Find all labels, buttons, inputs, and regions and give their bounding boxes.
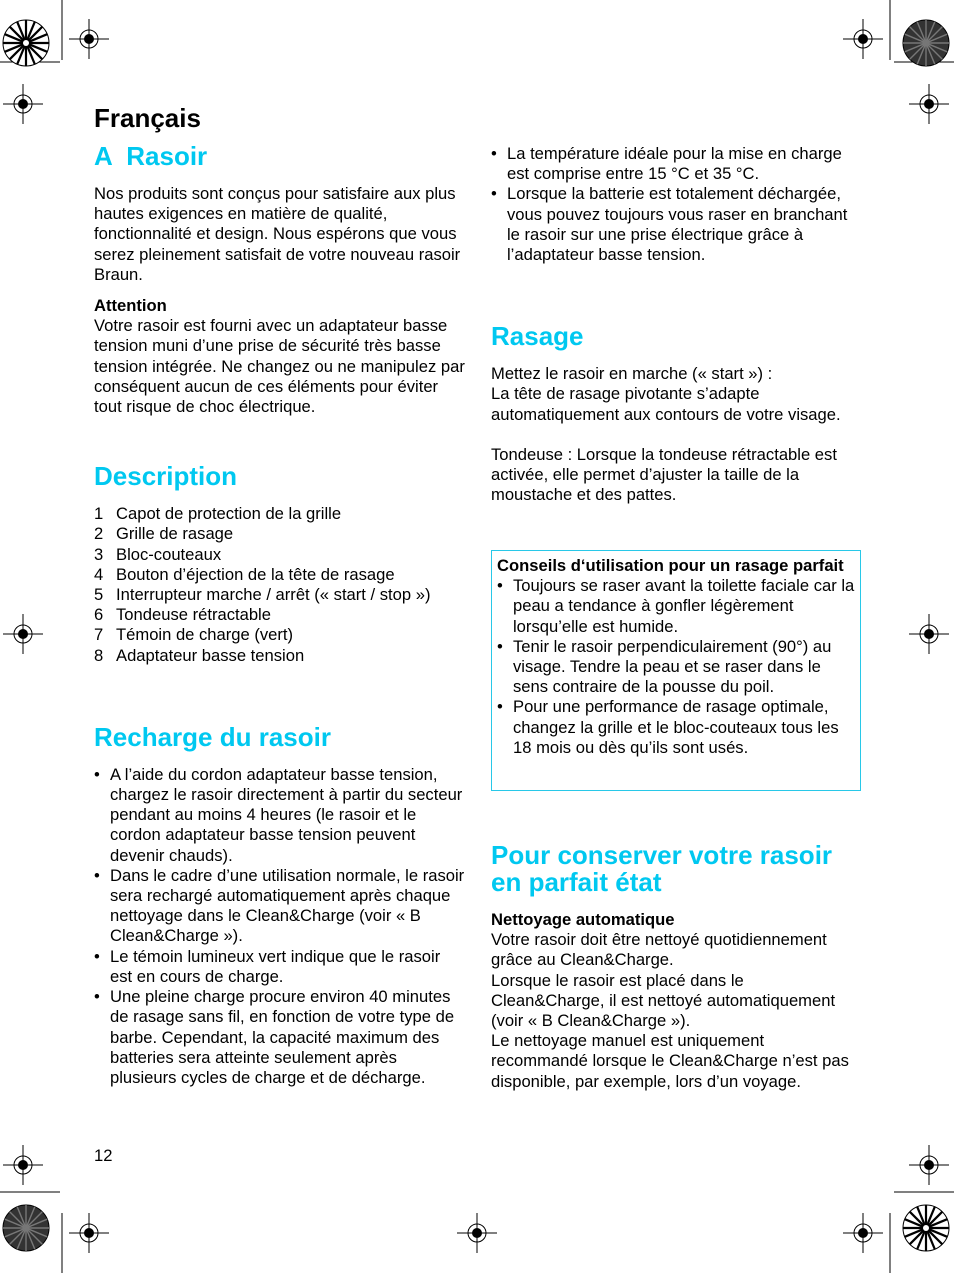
list-item: 5 Interrupteur marche / arrêt (« start / stop ») <box>94 585 431 605</box>
list-item: 8 Adaptateur basse tension <box>94 645 305 665</box>
list-item: • Lorsque la batterie est totalement déchargée, vous pouvez toujours vous raser en branchant le rasoir sur une prise électrique grâce à l’adaptateur basse tension. <box>491 184 857 265</box>
list-item: • A l’aide du cordon adaptateur basse tension, chargez le rasoir directement à partir du secteur pendant au moins 4 heures (le rasoir et le cordon adaptateur basse tension peuvent devenir chauds). <box>94 765 466 866</box>
list-item: 4 Bouton d’éjection de la tête de rasage <box>94 564 395 584</box>
list-item: 1 Capot de protection de la grille <box>94 504 342 524</box>
section-a-heading: A Rasoir <box>94 141 208 171</box>
care-line-2: Lorsque le rasoir est placé dans le Clean&Charge, il est nettoyé automatiquement (voir « B Clean&Charge »). <box>491 970 836 1031</box>
list-item: 3 Bloc-couteaux <box>94 544 222 564</box>
charging-notes-list <box>491 144 857 265</box>
list-item: • Tenir le rasoir perpendiculairement (90°) au visage. Tendre la peau et se raser dans le sens contraire de la pousse du poil. <box>497 637 855 698</box>
list-item: • Une pleine charge procure environ 40 minutes de rasage sans fil, en fonction de votre type de barbe. Cependant, la capacité maximum des batteries sera atteinte seulement après plusieurs cycles de charge et de décharge. <box>94 987 466 1088</box>
care-section <box>491 842 857 1092</box>
list-item: • Le témoin lumineux vert indique que le rasoir est en cours de charge. <box>94 947 466 987</box>
attention-paragraph: Votre rasoir est fourni avec un adaptateur basse tension muni d’une prise de sécurité très basse tension intégrée. Ne changez ou ne manipulez par conséquent aucun de ces éléments pour éviter tout risque de choc électrique. <box>94 316 465 417</box>
care-heading: Pour conserver votre rasoir en parfait état <box>491 840 833 897</box>
crosshair-icon <box>843 19 883 59</box>
page-number: 12 <box>94 1146 113 1165</box>
starburst-icon <box>901 1203 951 1253</box>
rasage-line-2: La tête de rasage pivotante s’adapte automatiquement aux contours de votre visage. <box>491 384 841 424</box>
language-title: Français <box>94 103 201 133</box>
recharge-list <box>94 765 466 1088</box>
attention-title: Attention <box>94 296 167 316</box>
description-heading: Description <box>94 461 238 492</box>
crosshair-icon <box>909 1145 949 1185</box>
right-column <box>491 144 857 505</box>
tips-title: Conseils d‘utilisation pour un rasage parfait <box>497 556 844 575</box>
tips-list <box>497 576 855 758</box>
intro-paragraph: Nos produits sont conçus pour satisfaire aux plus hautes exigences en matière de qualité, fonctionnalité et design. Nous espérons que vous serez pleinement satisfait de votre nouveau rasoir Braun. <box>94 184 461 284</box>
tips-box <box>491 550 861 791</box>
description-list <box>94 504 466 666</box>
list-item: • Pour une performance de rasage optimale, changez la grille et le bloc-couteaux tous les 18 mois ou dès qu’ils sont usés. <box>497 697 855 758</box>
list-item: • Dans le cadre d’une utilisation normale, le rasoir sera rechargé automatiquement après chaque nettoyage dans le Clean&Charge (voir « B Clean&Charge »). <box>94 866 466 947</box>
crosshair-icon <box>3 614 43 654</box>
starburst-icon <box>1 18 51 68</box>
crosshair-icon <box>69 1213 109 1253</box>
care-line-3: Le nettoyage manuel est uniquement recommandé lorsque le Clean&Charge n’est pas disponible, par exemple, lors d’un voyage. <box>491 1031 849 1091</box>
list-item: 7 Témoin de charge (vert) <box>94 625 294 645</box>
list-item: • La température idéale pour la mise en charge est comprise entre 15 °C et 35 °C. <box>491 144 857 184</box>
trimmer-paragraph: Tondeuse : Lorsque la tondeuse rétractable est activée, elle permet d’ajuster la taille de la moustache et des pattes. <box>491 444 837 505</box>
list-item: 2 Grille de rasage <box>94 524 234 544</box>
care-subheading: Nettoyage automatique <box>491 910 675 929</box>
crosshair-icon <box>3 1145 43 1185</box>
left-column <box>94 143 466 1088</box>
crosshair-icon <box>909 614 949 654</box>
starburst-icon <box>901 18 951 68</box>
crosshair-icon <box>843 1213 883 1253</box>
rasage-line-1: Mettez le rasoir en marche (« start ») : <box>491 364 773 384</box>
crosshair-icon <box>3 84 43 124</box>
starburst-icon <box>1 1203 51 1253</box>
list-item: 6 Tondeuse rétractable <box>94 605 271 625</box>
care-line-1: Votre rasoir doit être nettoyé quotidiennement grâce au Clean&Charge. <box>491 930 827 970</box>
crosshair-icon <box>457 1213 497 1253</box>
crosshair-icon <box>909 84 949 124</box>
crosshair-icon <box>69 19 109 59</box>
recharge-heading: Recharge du rasoir <box>94 721 331 752</box>
list-item: • Toujours se raser avant la toilette faciale car la peau a tendance à gonfler légèrement lorsqu’elle est humide. <box>497 576 855 637</box>
rasage-heading: Rasage <box>491 321 584 352</box>
